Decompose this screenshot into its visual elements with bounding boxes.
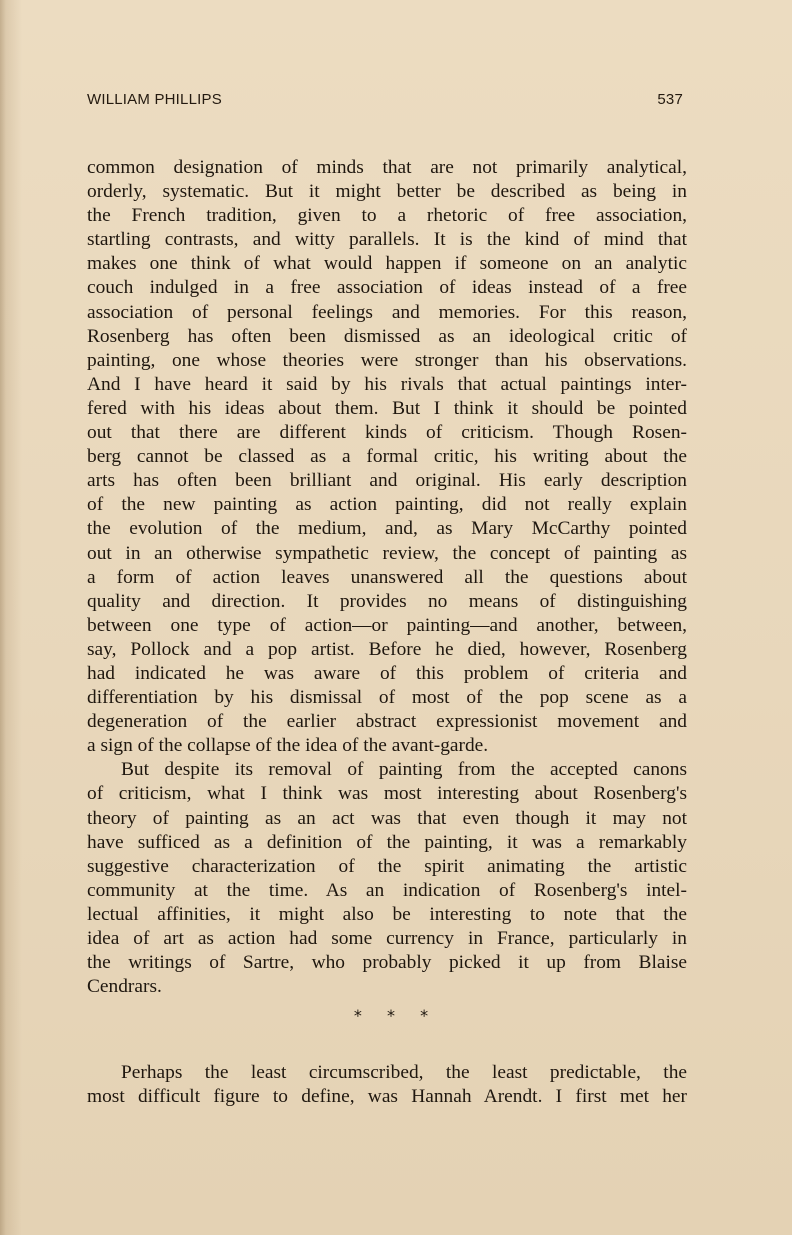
paragraph bbox=[87, 156, 687, 758]
text-line: quality and direction. It provides no means of distinguishing bbox=[87, 590, 687, 612]
text-line: couch indulged in a free association of ideas instead of a free bbox=[87, 277, 687, 299]
text-line: Rosenberg has often been dismissed as an ideological critic of bbox=[87, 325, 687, 347]
section-break: * * * bbox=[353, 1006, 439, 1025]
text-line: differentiation by his dismissal of most of the pop scene as a bbox=[87, 687, 687, 709]
text-line: the evolution of the medium, and, as Mary McCarthy pointed bbox=[87, 518, 687, 540]
text-line: Perhaps the least circumscribed, the least predictable, the bbox=[121, 1062, 687, 1083]
text-line: out in an otherwise sympathetic review, the concept of painting as bbox=[87, 542, 687, 564]
text-line: had indicated he was aware of this problem of criteria and bbox=[87, 662, 687, 684]
text-line: fered with his ideas about them. But I think it should be pointed bbox=[87, 397, 687, 419]
text-line: a form of action leaves unanswered all the questions about bbox=[87, 566, 687, 588]
text-line: degeneration of the earlier abstract expressionist movement and bbox=[87, 711, 687, 733]
text-line: of the new painting as action painting, did not really explain bbox=[87, 494, 687, 516]
text-line: of criticism, what I think was most interesting about Rosenberg's bbox=[87, 783, 687, 805]
text-line: association of personal feelings and memories. For this reason, bbox=[87, 301, 687, 323]
text-line: the French tradition, given to a rhetoric of free association, bbox=[87, 205, 687, 227]
text-line: out that there are different kinds of criticism. Though Rosen- bbox=[87, 422, 687, 444]
text-line: makes one think of what would happen if someone on an analytic bbox=[87, 253, 687, 275]
body-text bbox=[87, 156, 687, 999]
text-line: most difficult figure to define, was Hannah Arendt. I first met her bbox=[87, 1086, 687, 1108]
text-line: startling contrasts, and witty parallels. It is the kind of mind that bbox=[87, 229, 687, 251]
text-line: suggestive characterization of the spirit animating the artistic bbox=[87, 855, 687, 877]
running-head: WILLIAM PHILLIPS bbox=[87, 91, 222, 108]
text-line: orderly, systematic. But it might better be described as being in bbox=[87, 181, 687, 203]
text-line: But despite its removal of painting from the accepted canons bbox=[121, 759, 687, 781]
text-line: berg cannot be classed as a formal critic, his writing about the bbox=[87, 446, 687, 468]
text-line: lectual affinities, it might also be interesting to note that the bbox=[87, 903, 687, 925]
text-line: community at the time. As an indication of Rosenberg's intel- bbox=[87, 879, 687, 901]
paragraph bbox=[87, 758, 687, 999]
text-line: between one type of action—or painting—and another, between, bbox=[87, 614, 687, 636]
text-line: idea of art as action had some currency in France, particularly in bbox=[87, 928, 687, 949]
text-line: a sign of the collapse of the idea of the avant-garde. bbox=[87, 735, 489, 757]
text-line: say, Pollock and a pop artist. Before he died, however, Rosenberg bbox=[87, 638, 687, 660]
text-line: And I have heard it said by his rivals that actual paintings inter- bbox=[87, 373, 687, 395]
text-line: the writings of Sartre, who probably picked it up from Blaise bbox=[87, 952, 687, 974]
text-line: theory of painting as an act was that even though it may not bbox=[87, 807, 687, 829]
page-number: 537 bbox=[657, 91, 683, 108]
text-line: common designation of minds that are not primarily analytical, bbox=[87, 157, 687, 178]
text-line: painting, one whose theories were stronger than his observations. bbox=[87, 349, 687, 371]
text-line: Cendrars. bbox=[87, 976, 162, 998]
paragraph bbox=[87, 1061, 687, 1109]
page-header bbox=[87, 91, 683, 111]
text-line: arts has often been brilliant and original. His early description bbox=[87, 470, 687, 492]
text-line: have sufficed as a definition of the painting, it was a remarkably bbox=[87, 831, 687, 853]
